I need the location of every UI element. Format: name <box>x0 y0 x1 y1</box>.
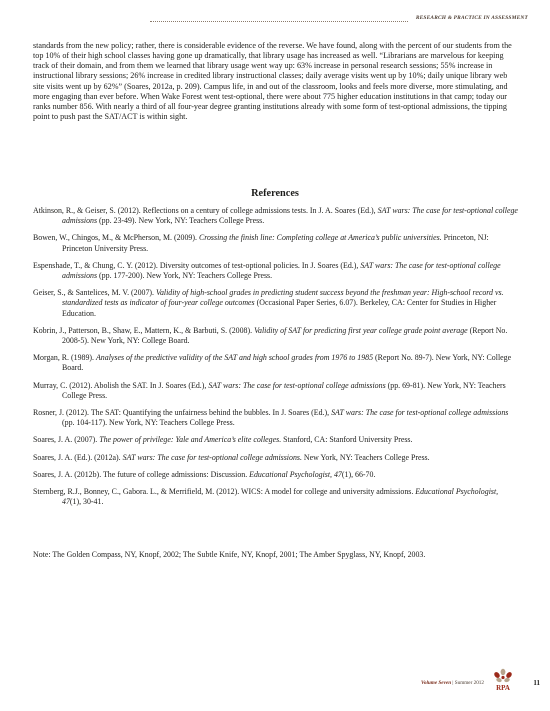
references-heading: References <box>251 188 299 199</box>
header-dotted-rule <box>150 21 408 22</box>
reference-entry: Sternberg, R.J., Bonney, C., Gabora. L., & Merrifield, M. (2012). WICS: A model for college and university admissions. Educational Psychologist, 47(1), 30-41. <box>33 487 499 507</box>
issue-label: | Summer 2012 <box>451 680 484 686</box>
reference-entry: Espenshade, T., & Chung, C. Y. (2012). Diversity outcomes of test-optional policies. In J. Soares (Ed.), SAT wars: The case for test-optional college admissions (pp. 177-200). New York, NY: Teachers College Press. <box>33 260 501 281</box>
reference-entry: Morgan, R. (1989). Analyses of the predictive validity of the SAT and high school grades from 1976 to 1985 (Report No. 89-7). New York, NY: College Board. <box>33 353 512 373</box>
journal-section-title: RESEARCH & PRACTICE IN ASSESSMENT <box>415 15 528 21</box>
reference-entry: Soares, J. A. (Ed.). (2012a). SAT wars: The case for test-optional college admissions. New York, NY: Teachers College Press. <box>33 452 430 462</box>
rpa-logo <box>488 668 518 692</box>
reference-entry: Soares, J. A. (2007). The power of privilege: Yale and America’s elite colleges. Stanford, CA: Stanford University Press. <box>33 435 413 445</box>
logo-text: RPA <box>496 684 510 692</box>
reference-entry: Kobrin, J., Patterson, B., Shaw, E., Mattern, K., & Barbuti, S. (2008). Validity of SAT for predicting first year college grade point average (Report No. 2008-5). New York, NY: College Board. <box>33 325 508 346</box>
logo-leaves-icon <box>493 669 513 683</box>
reference-entry: Rosner, J. (2012). The SAT: Quantifying the unfairness behind the bubbles. In J. Soares (Ed.), SAT wars: The case for test-optional college admissions (pp. 104-117). New York, NY: Teachers College Press. <box>33 408 509 428</box>
reference-entry: Murray, C. (2012). Abolish the SAT. In J. Soares (Ed.), SAT wars: The case for test-optional college admissions (pp. 69-81). New York, NY: Teachers College Press. <box>33 380 506 400</box>
running-header <box>0 13 550 27</box>
body-paragraph: standards from the new policy; rather, there is considerable evidence of the reverse. We have found, along with the percent of our students from the top 10% of their high school classes having gone up dramatically, that library usage has increased as well. “Librarians are marvelous for keeping track of their domain, and from them we learned that library usage went way up: 63% increase in personal research sessions; 55% increase in instructional library sessions; 26% increase in credited library instructional classes; daily average visits went up by 10%; daily unique library web site visits went up by 62%” (Soares, 2012a, p. 209). Campus life, in and out of the classroom, looks and feels more diverse, more stimulating, and more engaging than ever before. When Wake Forest went test-optional, there were about 775 higher education institutions in that camp; today our ranks number 856. With nearly a third of all four-year degree granting institutions already with some form of test-optional admissions, the tipping point to push past the SAT/ACT is within sight. <box>33 41 512 122</box>
footnote: Note: The Golden Compass, NY, Knopf, 2002; The Subtle Knife, NY, Knopf, 2001; The Amber Spyglass, NY, Knopf, 2003. <box>33 550 426 559</box>
volume-label: Volume Seven <box>420 680 452 686</box>
reference-entry: Atkinson, R., & Geiser, S. (2012). Reflections on a century of college admissions tests. In J. A. Soares (Ed.), SAT wars: The case for test-optional college admissions (pp. 23-49). New York, NY: Teachers College Press. <box>33 206 518 226</box>
issue-info <box>421 680 484 686</box>
reference-entry: Soares, J. A. (2012b). The future of college admissions: Discussion. Educational Psychologist, 47(1), 66-70. <box>33 469 376 479</box>
page-footer <box>380 666 540 696</box>
reference-entry: Geiser, S., & Santelices, M. V. (2007). Validity of high-school grades in predicting student success beyond the freshman year: High-school record vs. standardized tests as indicator of four-year college outcomes (Occasional Paper Series, 6.07). Berkeley, CA: Center for Studies in Higher Education. <box>33 288 504 318</box>
reference-entry: Bowen, W., Chingos, M., & McPherson, M. (2009). Crossing the finish line: Completing college at America’s public universities. Princeton, NJ: Princeton University Press. <box>33 233 489 253</box>
references-list <box>33 206 519 514</box>
page-number: 11 <box>533 679 540 687</box>
